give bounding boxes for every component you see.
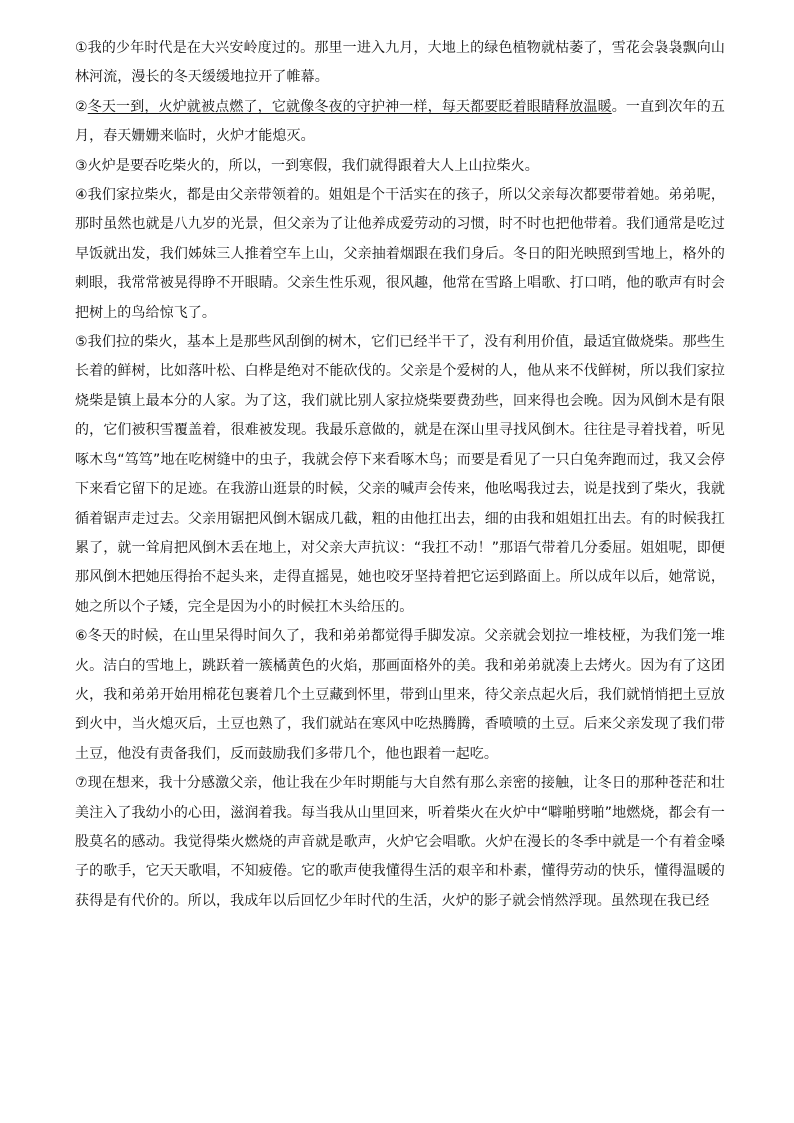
underlined-sentence: 冬天一到，火炉就被点燃了，它就像冬夜的守护神一样，每天都要眨着眼睛释放温暖	[87, 98, 612, 115]
paragraph-marker: ⑤	[75, 334, 88, 351]
paragraph-text: 现在想来，我十分感激父亲，他让我在少年时期能与大自然有那么亲密的接触，让冬日的那种苍茫和壮美注入了我幼小的心田，滋润着我。每当我从山里回来，听着柴火在火炉中“噼啪劈啪”地燃烧，都会有一股莫名的感动。我觉得柴火燃烧的声音就是歌声，火炉它会唱歌。火炉在漫长的冬季中就是一个有着金嗓子的歌手，它天天歌唱，不知疲倦。它的歌声使我懂得生活的艰辛和朴素，懂得劳动的快乐，懂得温暖的获得是有代价的。所以，我成年以后回忆少年时代的生活，火炉的影子就会悄然浮现。虽然现在我已经	[75, 775, 725, 909]
paragraph-text: 冬天的时候，在山里呆得时间久了，我和弟弟都觉得手脚发凉。父亲就会划拉一堆枝桠，为我们笼一堆火。洁白的雪地上，跳跃着一簇橘黄色的火焰，那画面格外的美。我和弟弟就凑上去烤火。因为有了这团火，我和弟弟开始用棉花包裹着几个土豆藏到怀里，带到山里来，待父亲点起火后，我们就悄悄把土豆放到火中，当火熄灭后，土豆也熟了，我们就站在寒风中吃热腾腾，香喷喷的土豆。后来父亲发现了我们带土豆，他没有责备我们，反而鼓励我们多带几个，他也跟着一起吃。	[75, 628, 725, 762]
paragraph-text: 我们家拉柴火，都是由父亲带领着的。姐姐是个干活实在的孩子，所以父亲每次都要带着她。弟弟呢，那时虽然也就是八九岁的光景，但父亲为了让他养成爱劳动的习惯，时不时也把他带着。我们通常是吃过早饭就出发，我们姊妹三人推着空车上山，父亲抽着烟跟在我们身后。冬日的阳光映照到雪地上，格外的刺眼，我常常被晃得睁不开眼睛。父亲生性乐观，很风趣，他常在雪路上唱歌、打口哨，他的歌声有时会把树上的鸟给惊飞了。	[75, 187, 725, 321]
paragraph-7	[75, 769, 725, 916]
paragraph-text: 。一直到次年的五月，春天姗姗来临时，火炉才能熄灭。	[75, 98, 725, 145]
paragraph-marker: ①	[75, 40, 88, 56]
paragraph-marker: ②	[75, 98, 88, 115]
paragraph-1	[75, 34, 725, 93]
paragraph-3	[75, 152, 725, 181]
article-body	[75, 34, 725, 916]
paragraph-marker: ③	[75, 157, 88, 174]
paragraph-2	[75, 93, 725, 152]
paragraph-text: 我的少年时代是在大兴安岭度过的。那里一进入九月，大地上的绿色植物就枯萎了，雪花会袅袅飘向山林河流，漫长的冬天缓缓地拉开了帷幕。	[75, 40, 725, 86]
paragraph-text: 我们拉的柴火，基本上是那些风刮倒的树木，它们已经半干了，没有利用价值，最适宜做烧柴。那些生长着的鲜树，比如落叶松、白桦是绝对不能砍伐的。父亲是个爱树的人，他从来不伐鲜树，所以我们家拉烧柴是镇上最本分的人家。为了这，我们就比别人家拉烧柴要费劲些，回来得也会晚。因为风倒木是有限的，它们被积雪覆盖着，很难被发现。我最乐意做的，就是在深山里寻找风倒木。往往是寻着找着，听见啄木鸟“笃笃”地在吃树缝中的虫子，我就会停下来看啄木鸟；而要是看见了一只白兔奔跑而过，我又会停下来看它留下的足迹。在我游山逛景的时候，父亲的喊声会传来，他吆喝我过去，说是找到了柴火，我就循着锯声走过去。父亲用锯把风倒木锯成几截，粗的由他扛出去，细的由我和姐姐扛出去。有的时候我扛累了，就一耸肩把风倒木丢在地上，对父亲大声抗议：“我扛不动！”那语气带着几分委屈。姐姐呢，即便那风倒木把她压得抬不起头来，走得直摇晃，她也咬牙坚持着把它运到路面上。所以成年以后，她常说，她之所以个子矮，完全是因为小的时候扛木头给压的。	[75, 334, 725, 615]
paragraph-6	[75, 622, 725, 769]
paragraph-text: 火炉是要吞吃柴火的，所以，一到寒假，我们就得跟着大人上山拉柴火。	[87, 157, 539, 174]
paragraph-marker: ⑦	[75, 775, 88, 792]
paragraph-marker: ④	[75, 187, 88, 204]
paragraph-5	[75, 328, 725, 622]
paragraph-4	[75, 181, 725, 328]
paragraph-marker: ⑥	[75, 628, 88, 645]
